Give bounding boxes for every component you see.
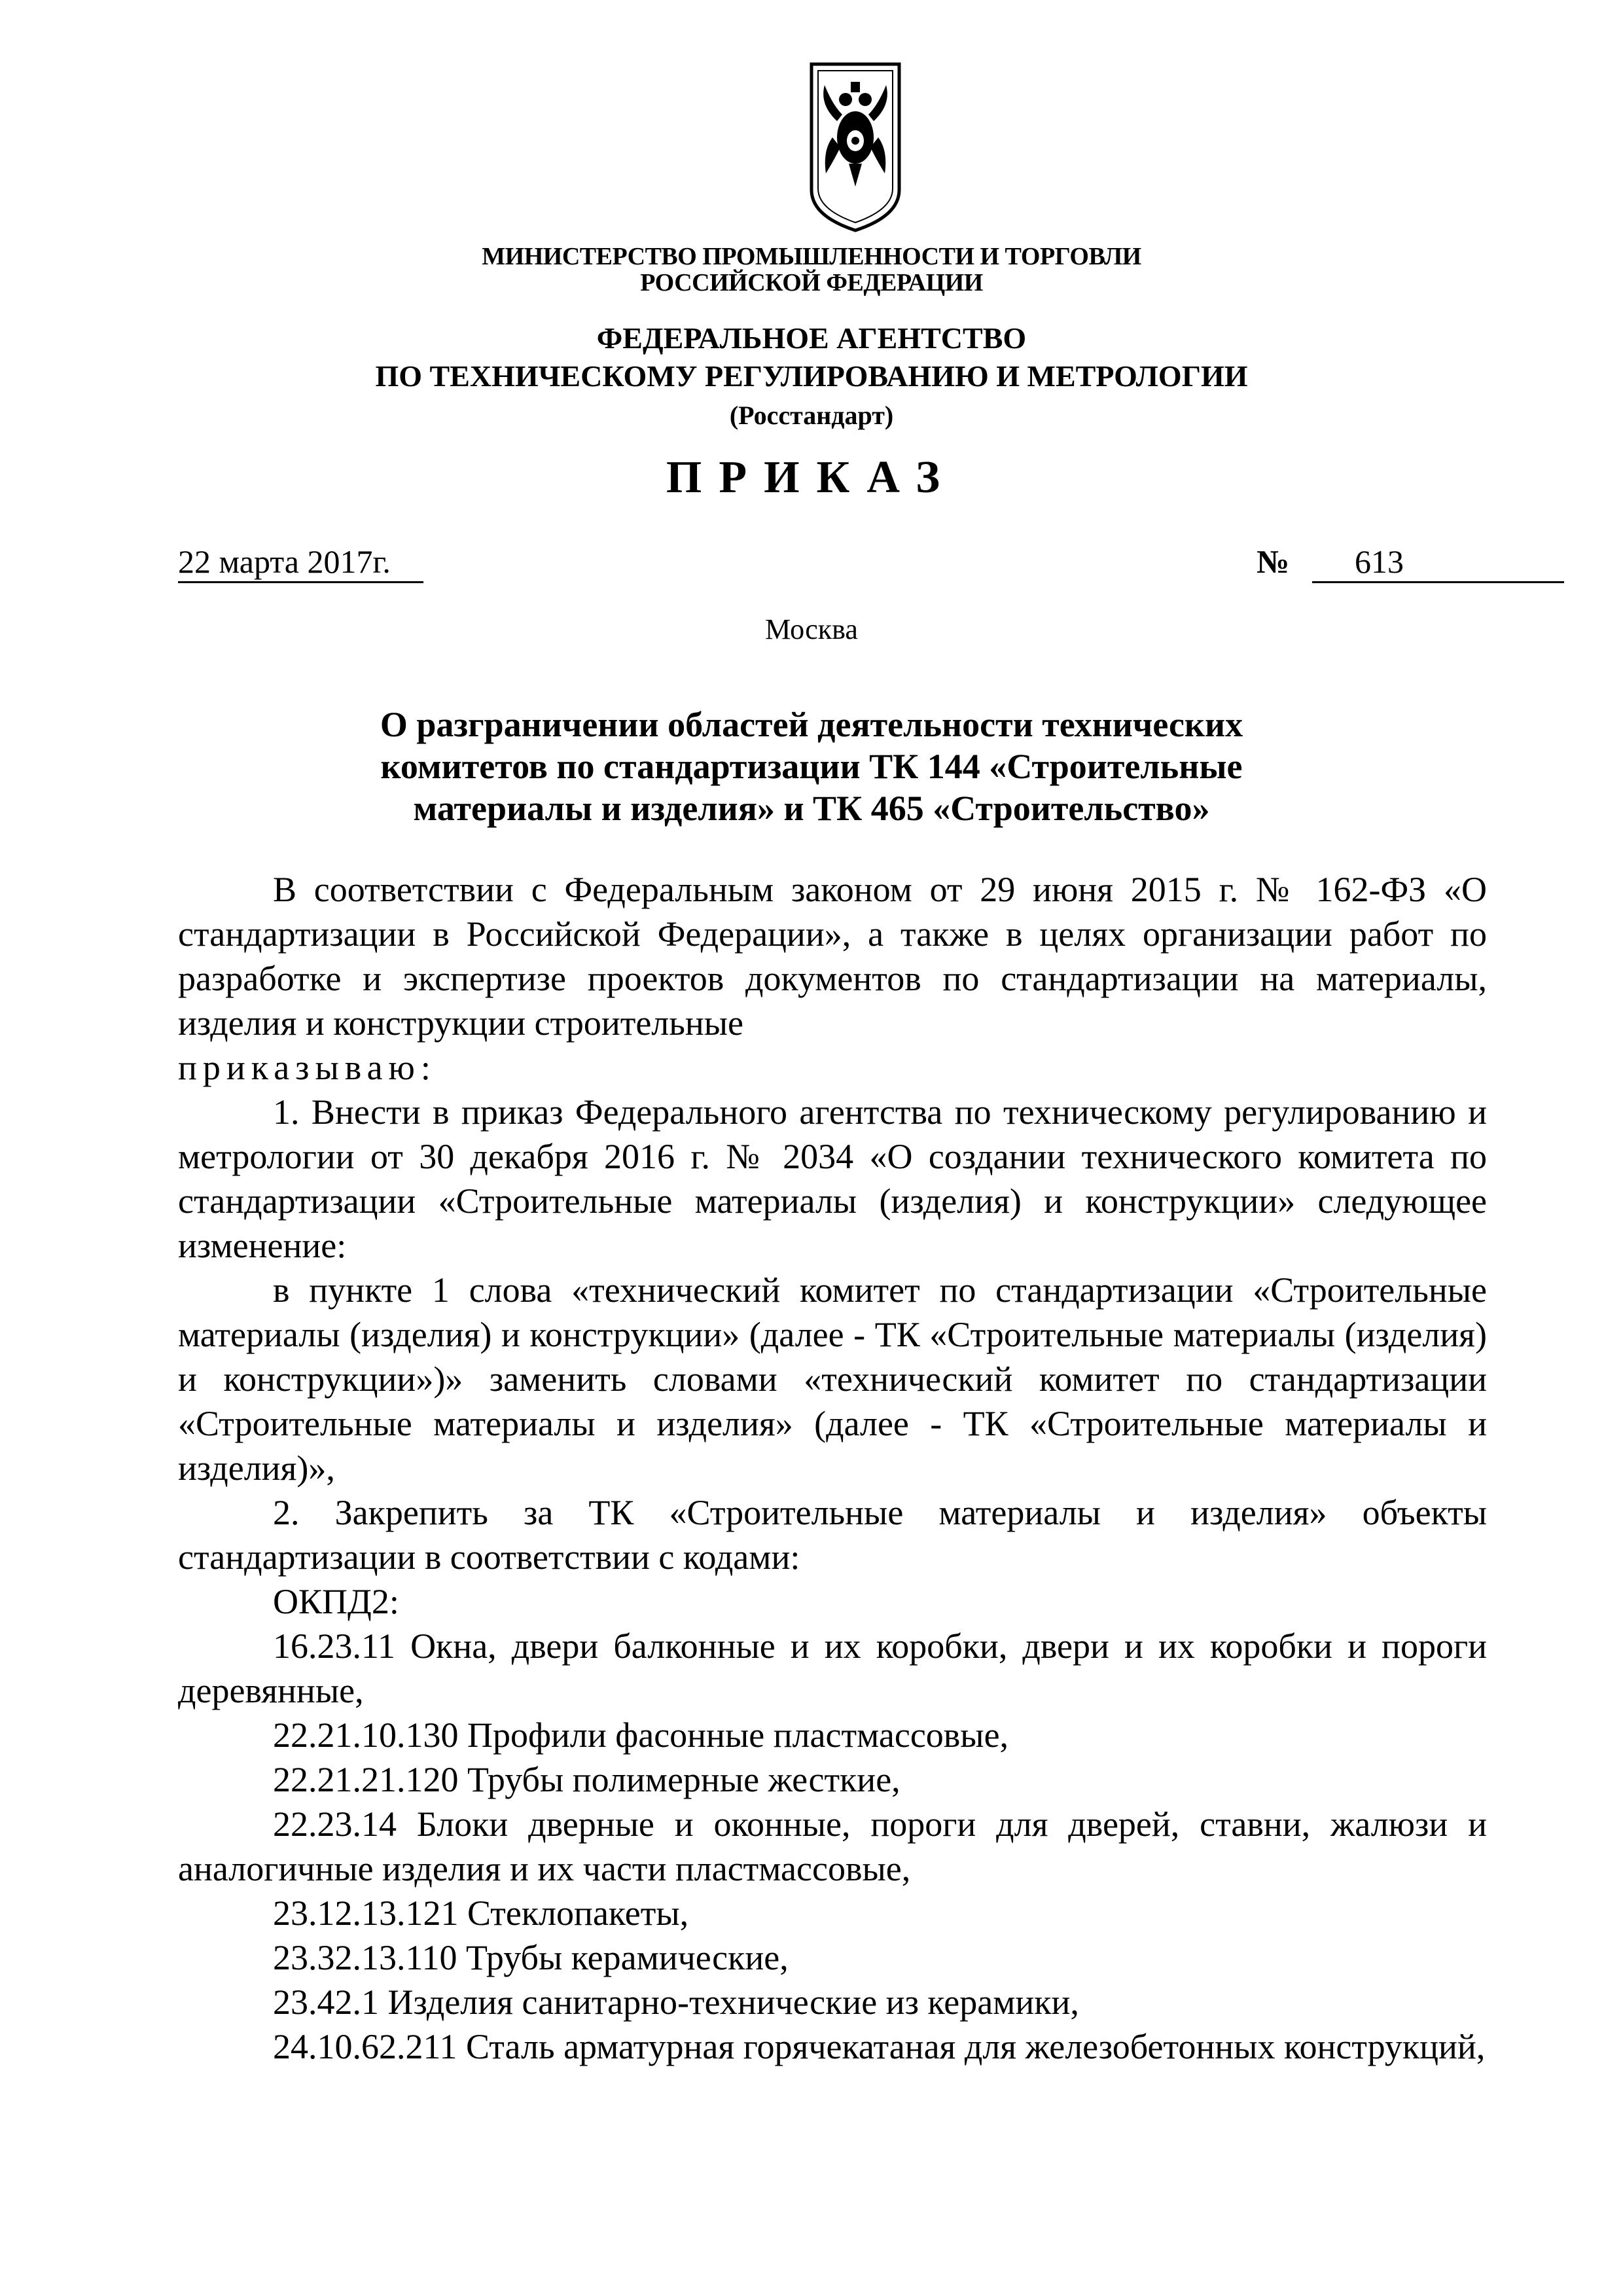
order-title bbox=[0, 704, 1623, 829]
intro-paragraph: В соответствии с Федеральным законом от 29 июня 2015 г. № 162-ФЗ «О стандартизации в Российской Федерации», а также в целях организации работ по разработке и экспертизе проектов документов по стандартизации на материалы, изделия и конструкции строительные bbox=[178, 870, 1487, 1043]
code-item: 22.21.10.130 Профили фасонные пластмассовые, bbox=[273, 1715, 1009, 1755]
item-1-text: в пункте 1 слова «технический комитет по стандартизации «Строительные материалы (изделия) и конструкции» (далее - ТК «Строительные материалы (изделия) и конструкции»)» заменить словами «технический комитет по стандартизации «Строительные материалы и изделия» (далее - ТК «Строительные материалы и изделия)», bbox=[178, 1270, 1487, 1488]
title-line: комитетов по стандартизации ТК 144 «Строительные bbox=[380, 747, 1243, 786]
code-item: 23.12.13.121 Стеклопакеты, bbox=[273, 1893, 689, 1933]
code-item: 23.42.1 Изделия санитарно-технические из керамики, bbox=[273, 1982, 1079, 2022]
ministry-name: МИНИСТЕРСТВО ПРОМЫШЛЕННОСТИ И ТОРГОВЛИ bbox=[482, 243, 1141, 270]
item-2: 2. Закрепить за ТК «Строительные материалы и изделия» объекты стандартизации в соответствии с кодами: bbox=[178, 1493, 1487, 1577]
document-type: ПРИКАЗ bbox=[666, 452, 957, 503]
code-item: 16.23.11 Окна, двери балконные и их коробки, двери и их коробки и пороги деревянные, bbox=[178, 1626, 1487, 1710]
date-underline bbox=[178, 581, 423, 583]
title-line: материалы и изделия» и ТК 465 «Строительство» bbox=[413, 789, 1210, 828]
order-body bbox=[178, 867, 1487, 2069]
code-item: 22.23.14 Блоки дверные и оконные, пороги для дверей, ставни, жалюзи и аналогичные изделия и их части пластмассовые, bbox=[178, 1804, 1487, 1888]
order-date: 22 марта 2017г. bbox=[178, 543, 391, 580]
order-word: приказываю: bbox=[178, 1048, 437, 1087]
okpd-label: ОКПД2: bbox=[273, 1582, 399, 1621]
agency-short-name: (Росстандарт) bbox=[729, 401, 894, 430]
order-number: 613 bbox=[1355, 543, 1404, 580]
code-item: 23.32.13.110 Трубы керамические, bbox=[273, 1938, 789, 1977]
number-sign: № bbox=[1257, 543, 1290, 580]
number-underline bbox=[1312, 581, 1564, 583]
country-name: РОССИЙСКОЙ ФЕДЕРАЦИИ bbox=[640, 269, 983, 296]
title-line: О разграничении областей деятельности технических bbox=[380, 705, 1243, 744]
item-1: 1. Внести в приказ Федерального агентства по техническому регулированию и метрологии от 30 декабря 2016 г. № 2034 «О создании технического комитета по стандартизации «Строительные материалы (изделия) и конструкции» следующее изменение: bbox=[178, 1092, 1487, 1265]
agency-name-line1: ФЕДЕРАЛЬНОЕ АГЕНТСТВО bbox=[596, 321, 1027, 355]
agency-name-line2: ПО ТЕХНИЧЕСКОМУ РЕГУЛИРОВАНИЮ И МЕТРОЛОГИИ bbox=[375, 359, 1248, 393]
code-item: 22.21.21.120 Трубы полимерные жесткие, bbox=[273, 1760, 901, 1799]
code-item: 24.10.62.211 Сталь арматурная горячекатаная для железобетонных конструкций, bbox=[273, 2027, 1486, 2066]
coat-of-arms-emblem bbox=[806, 59, 904, 236]
city: Москва bbox=[765, 613, 858, 645]
